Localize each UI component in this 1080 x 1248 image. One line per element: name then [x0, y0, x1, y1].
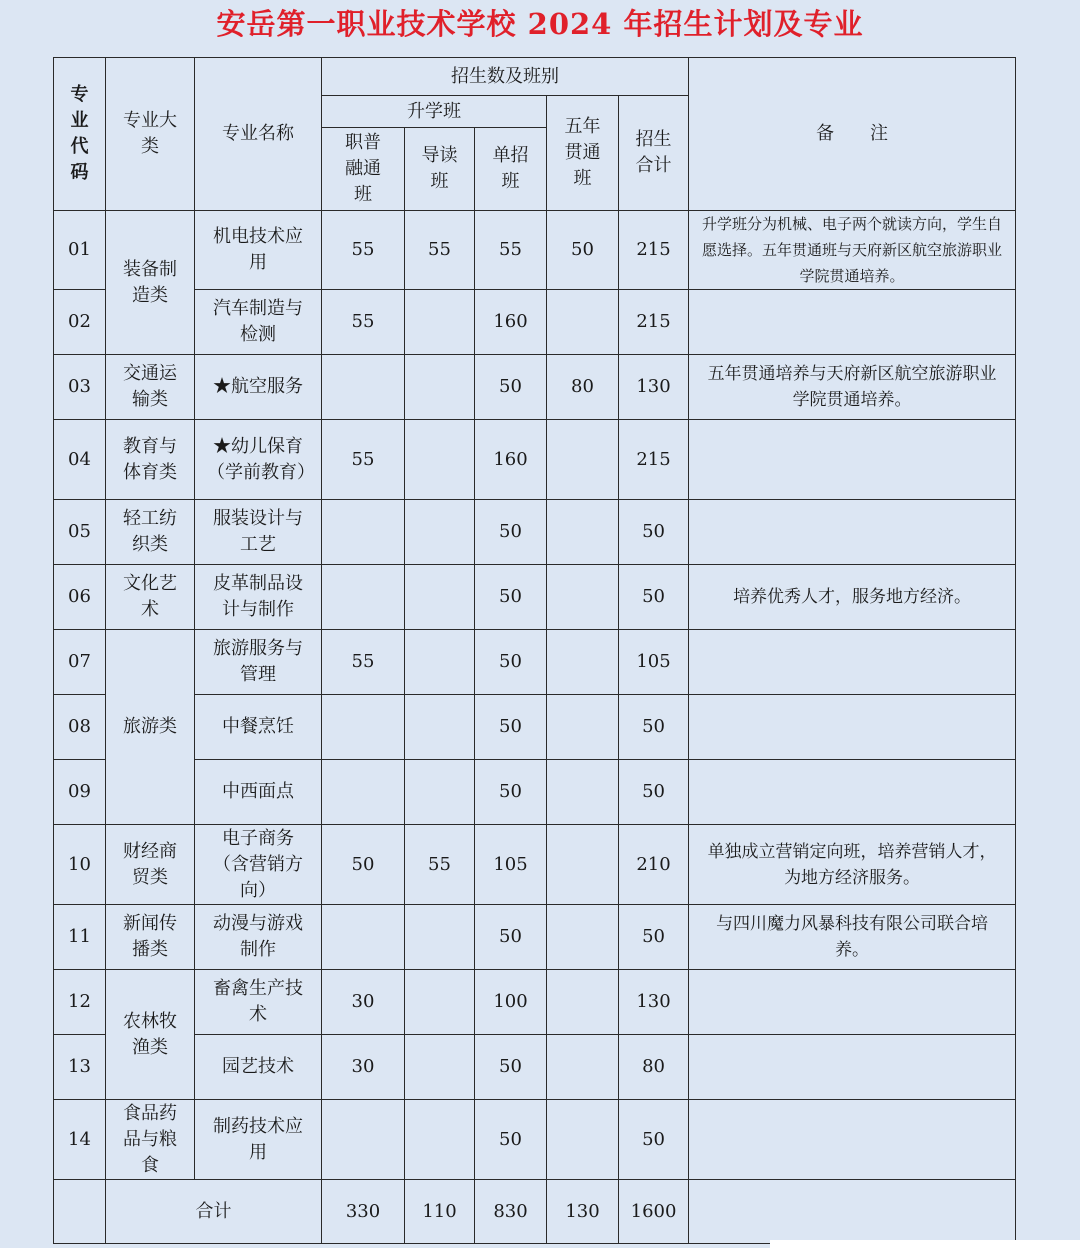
- cell-major: 中西面点: [195, 760, 322, 825]
- cell-wunian: [547, 695, 619, 760]
- cell-zhipu: [322, 760, 405, 825]
- cell-wunian: [547, 630, 619, 695]
- cell-danzhao: 50: [475, 1035, 547, 1100]
- cell-danzhao: 105: [475, 825, 547, 905]
- cell-category: 旅游类: [106, 630, 195, 825]
- header-daodu: 导读班: [405, 128, 475, 211]
- summary-zhipu: 330: [322, 1180, 405, 1244]
- cell-code: 06: [54, 565, 106, 630]
- cell-danzhao: 50: [475, 760, 547, 825]
- cell-major: 中餐烹饪: [195, 695, 322, 760]
- table-row: [54, 1100, 1016, 1180]
- cell-daodu: [405, 970, 475, 1035]
- summary-remark: [689, 1180, 1016, 1244]
- cell-zhipu: 55: [322, 211, 405, 290]
- cell-wunian: [547, 565, 619, 630]
- cell-code: 13: [54, 1035, 106, 1100]
- cell-danzhao: 50: [475, 355, 547, 420]
- cell-total: 130: [619, 970, 689, 1035]
- table-row: [54, 825, 1016, 905]
- cell-major: 汽车制造与检测: [195, 290, 322, 355]
- header-shengxue: 升学班: [322, 96, 547, 128]
- cell-major: 畜禽生产技术: [195, 970, 322, 1035]
- cell-total: 215: [619, 420, 689, 500]
- header-wunian: 五年贯通班: [547, 96, 619, 211]
- cell-code: 02: [54, 290, 106, 355]
- cell-danzhao: 160: [475, 290, 547, 355]
- cell-category: 新闻传播类: [106, 905, 195, 970]
- cell-wunian: [547, 905, 619, 970]
- table-row: [54, 290, 1016, 355]
- cell-remark: [689, 500, 1016, 565]
- summary-label: 合计: [106, 1180, 322, 1244]
- cell-category: 财经商贸类: [106, 825, 195, 905]
- cell-danzhao: 50: [475, 500, 547, 565]
- cell-code: 14: [54, 1100, 106, 1180]
- cell-wunian: [547, 1100, 619, 1180]
- cell-category: 农林牧渔类: [106, 970, 195, 1100]
- cell-zhipu: [322, 565, 405, 630]
- table-row: [54, 420, 1016, 500]
- cell-code: 04: [54, 420, 106, 500]
- cell-remark: [689, 1035, 1016, 1100]
- cell-zhipu: [322, 905, 405, 970]
- cell-zhipu: 50: [322, 825, 405, 905]
- table-row: [54, 1035, 1016, 1100]
- cell-wunian: [547, 825, 619, 905]
- cell-code: 07: [54, 630, 106, 695]
- cell-zhipu: 55: [322, 630, 405, 695]
- cell-remark: 单独成立营销定向班，培养营销人才，为地方经济服务。: [689, 825, 1016, 905]
- table-row: [54, 905, 1016, 970]
- cell-category: 食品药品与粮食: [106, 1100, 195, 1180]
- cell-danzhao: 100: [475, 970, 547, 1035]
- cell-daodu: [405, 760, 475, 825]
- cell-major: 制药技术应用: [195, 1100, 322, 1180]
- cell-daodu: [405, 565, 475, 630]
- header-remark: 备 注: [689, 58, 1016, 211]
- cell-code: 12: [54, 970, 106, 1035]
- cell-wunian: [547, 500, 619, 565]
- cell-code: 11: [54, 905, 106, 970]
- cell-danzhao: 50: [475, 1100, 547, 1180]
- cell-daodu: [405, 290, 475, 355]
- cell-remark: 五年贯通培养与天府新区航空旅游职业学院贯通培养。: [689, 355, 1016, 420]
- cell-total: 210: [619, 825, 689, 905]
- bottom-strip: [770, 1240, 1080, 1248]
- cell-total: 50: [619, 565, 689, 630]
- cell-remark: [689, 290, 1016, 355]
- cell-total: 105: [619, 630, 689, 695]
- cell-danzhao: 50: [475, 905, 547, 970]
- cell-major: 皮革制品设计与制作: [195, 565, 322, 630]
- cell-daodu: 55: [405, 825, 475, 905]
- cell-zhipu: 30: [322, 970, 405, 1035]
- enrollment-table: [53, 57, 1016, 1244]
- cell-remark: 升学班分为机械、电子两个就读方向，学生自愿选择。五年贯通班与天府新区航空旅游职业学院贯通培养。: [689, 211, 1016, 290]
- header-total: 招生合计: [619, 96, 689, 211]
- cell-zhipu: [322, 695, 405, 760]
- cell-remark: 与四川魔力风暴科技有限公司联合培养。: [689, 905, 1016, 970]
- cell-major: ★航空服务: [195, 355, 322, 420]
- summary-total: 1600: [619, 1180, 689, 1244]
- cell-wunian: [547, 970, 619, 1035]
- page-title: 安岳第一职业技术学校 2024 年招生计划及专业: [216, 7, 864, 41]
- cell-danzhao: 50: [475, 695, 547, 760]
- table-row: [54, 695, 1016, 760]
- cell-daodu: [405, 500, 475, 565]
- cell-daodu: [405, 695, 475, 760]
- header-category: 专业大类: [106, 58, 195, 211]
- cell-major: 旅游服务与管理: [195, 630, 322, 695]
- cell-zhipu: [322, 500, 405, 565]
- cell-daodu: [405, 1100, 475, 1180]
- cell-total: 50: [619, 1100, 689, 1180]
- cell-remark: 培养优秀人才，服务地方经济。: [689, 565, 1016, 630]
- cell-category: 装备制造类: [106, 211, 195, 355]
- cell-daodu: [405, 1035, 475, 1100]
- cell-zhipu: 30: [322, 1035, 405, 1100]
- cell-daodu: [405, 905, 475, 970]
- cell-danzhao: 160: [475, 420, 547, 500]
- cell-daodu: 55: [405, 211, 475, 290]
- cell-remark: [689, 1100, 1016, 1180]
- cell-code: 08: [54, 695, 106, 760]
- table-row: [54, 565, 1016, 630]
- header-zhipu: 职普融通班: [322, 128, 405, 211]
- cell-daodu: [405, 420, 475, 500]
- cell-remark: [689, 695, 1016, 760]
- cell-remark: [689, 420, 1016, 500]
- cell-code: 05: [54, 500, 106, 565]
- summary-daodu: 110: [405, 1180, 475, 1244]
- summary-wunian: 130: [547, 1180, 619, 1244]
- cell-code: 03: [54, 355, 106, 420]
- cell-daodu: [405, 630, 475, 695]
- summary-row: [54, 1180, 1016, 1244]
- cell-code: 10: [54, 825, 106, 905]
- header-code: 专业代码: [54, 58, 106, 211]
- cell-danzhao: 55: [475, 211, 547, 290]
- table-row: [54, 760, 1016, 825]
- cell-zhipu: 55: [322, 420, 405, 500]
- cell-total: 50: [619, 760, 689, 825]
- cell-code: 09: [54, 760, 106, 825]
- header-enroll-group: 招生数及班别: [322, 58, 689, 96]
- cell-wunian: [547, 760, 619, 825]
- header-major: 专业名称: [195, 58, 322, 211]
- cell-remark: [689, 970, 1016, 1035]
- cell-category: 教育与体育类: [106, 420, 195, 500]
- cell-danzhao: 50: [475, 565, 547, 630]
- cell-total: 130: [619, 355, 689, 420]
- cell-zhipu: 55: [322, 290, 405, 355]
- table-row: [54, 355, 1016, 420]
- cell-wunian: [547, 420, 619, 500]
- cell-category: 轻工纺织类: [106, 500, 195, 565]
- cell-major: 园艺技术: [195, 1035, 322, 1100]
- cell-remark: [689, 630, 1016, 695]
- cell-total: 50: [619, 695, 689, 760]
- cell-daodu: [405, 355, 475, 420]
- cell-total: 215: [619, 211, 689, 290]
- cell-code: [54, 1180, 106, 1244]
- cell-wunian: 80: [547, 355, 619, 420]
- cell-wunian: [547, 290, 619, 355]
- cell-wunian: 50: [547, 211, 619, 290]
- header-danzhao: 单招班: [475, 128, 547, 211]
- cell-major: 动漫与游戏制作: [195, 905, 322, 970]
- cell-major: ★幼儿保育（学前教育）: [195, 420, 322, 500]
- cell-total: 50: [619, 905, 689, 970]
- cell-zhipu: [322, 1100, 405, 1180]
- table-row: [54, 211, 1016, 290]
- cell-major: 机电技术应用: [195, 211, 322, 290]
- cell-category: 文化艺术: [106, 565, 195, 630]
- table-row: [54, 500, 1016, 565]
- cell-remark: [689, 760, 1016, 825]
- cell-zhipu: [322, 355, 405, 420]
- cell-total: 215: [619, 290, 689, 355]
- table-row: [54, 630, 1016, 695]
- cell-wunian: [547, 1035, 619, 1100]
- cell-major: 服装设计与工艺: [195, 500, 322, 565]
- cell-total: 50: [619, 500, 689, 565]
- cell-category: 交通运输类: [106, 355, 195, 420]
- cell-major: 电子商务（含营销方向）: [195, 825, 322, 905]
- cell-danzhao: 50: [475, 630, 547, 695]
- cell-total: 80: [619, 1035, 689, 1100]
- cell-code: 01: [54, 211, 106, 290]
- table-row: [54, 970, 1016, 1035]
- summary-danzhao: 830: [475, 1180, 547, 1244]
